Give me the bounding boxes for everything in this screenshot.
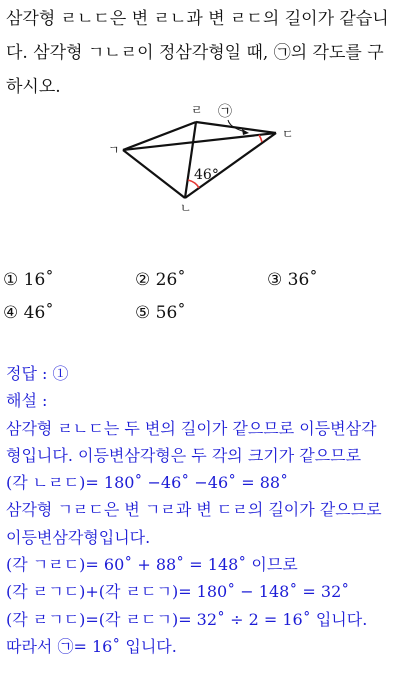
label-digeut: ㄷ bbox=[282, 127, 294, 141]
choice-1[interactable]: ① 16˚ bbox=[3, 270, 54, 290]
edge-digeut-nieun bbox=[185, 133, 276, 198]
solution-line: (각 ㄹㄱㄷ)+(각 ㄹㄷㄱ)= 180˚ − 148˚ = 32˚ bbox=[6, 582, 350, 602]
answer-line: 정답 : ① bbox=[6, 364, 69, 383]
problem-line: 다. 삼각형 ㄱㄴㄹ이 정삼각형일 때, ㉠의 각도를 구 bbox=[6, 43, 384, 63]
triangle-figure bbox=[100, 102, 310, 214]
choice-4[interactable]: ④ 46˚ bbox=[3, 303, 54, 323]
angle-46-label: 46° bbox=[194, 167, 219, 183]
problem-line: 하시오. bbox=[6, 77, 61, 97]
edge-nieun-giyeok bbox=[123, 150, 185, 198]
choice-3[interactable]: ③ 36˚ bbox=[267, 270, 318, 290]
label-nieun: ㄴ bbox=[180, 201, 192, 214]
choice-2[interactable]: ② 26˚ bbox=[135, 270, 186, 290]
solution-line: 이등변삼각형입니다. bbox=[6, 527, 151, 547]
choice-5[interactable]: ⑤ 56˚ bbox=[135, 303, 186, 323]
triangle-diagram bbox=[100, 102, 310, 214]
edge-rieul-digeut bbox=[196, 122, 276, 133]
solution-line: 삼각형 ㄱㄹㄷ은 변 ㄱㄹ과 변 ㄷㄹ의 길이가 같으므로 bbox=[6, 500, 382, 520]
solution-line: (각 ㄴㄹㄷ)= 180˚ −46˚ −46˚ = 88˚ bbox=[6, 473, 289, 493]
solution-line: 따라서 ㉠= 16˚ 입니다. bbox=[6, 636, 177, 656]
answer-choices bbox=[0, 266, 400, 336]
problem-text bbox=[6, 2, 396, 104]
angle-arc bbox=[259, 135, 262, 142]
solution-line: (각 ㄹㄱㄷ)=(각 ㄹㄷㄱ)= 32˚ ÷ 2 = 16˚ 입니다. bbox=[6, 609, 368, 629]
solution-line: (각 ㄱㄹㄷ)= 60˚ + 88˚ = 148˚ 이므로 bbox=[6, 555, 298, 575]
problem-line: 삼각형 ㄹㄴㄷ은 변 ㄹㄴ과 변 ㄹㄷ의 길이가 같습니 bbox=[6, 9, 389, 29]
label-giyeok: ㄱ bbox=[108, 143, 120, 157]
marker-circled-giyeok: ㉠ bbox=[218, 104, 232, 120]
label-rieul: ㄹ bbox=[191, 103, 203, 117]
diagonal-rieul-nieun bbox=[185, 122, 196, 198]
explanation-heading: 해설 : bbox=[6, 391, 48, 411]
solution-line: 형입니다. 이등변삼각형은 두 각의 크기가 같으므로 bbox=[6, 445, 362, 465]
solution-line: 삼각형 ㄹㄴㄷ는 두 변의 길이가 같으므로 이등변삼각 bbox=[6, 418, 377, 438]
solution-block bbox=[6, 360, 400, 660]
